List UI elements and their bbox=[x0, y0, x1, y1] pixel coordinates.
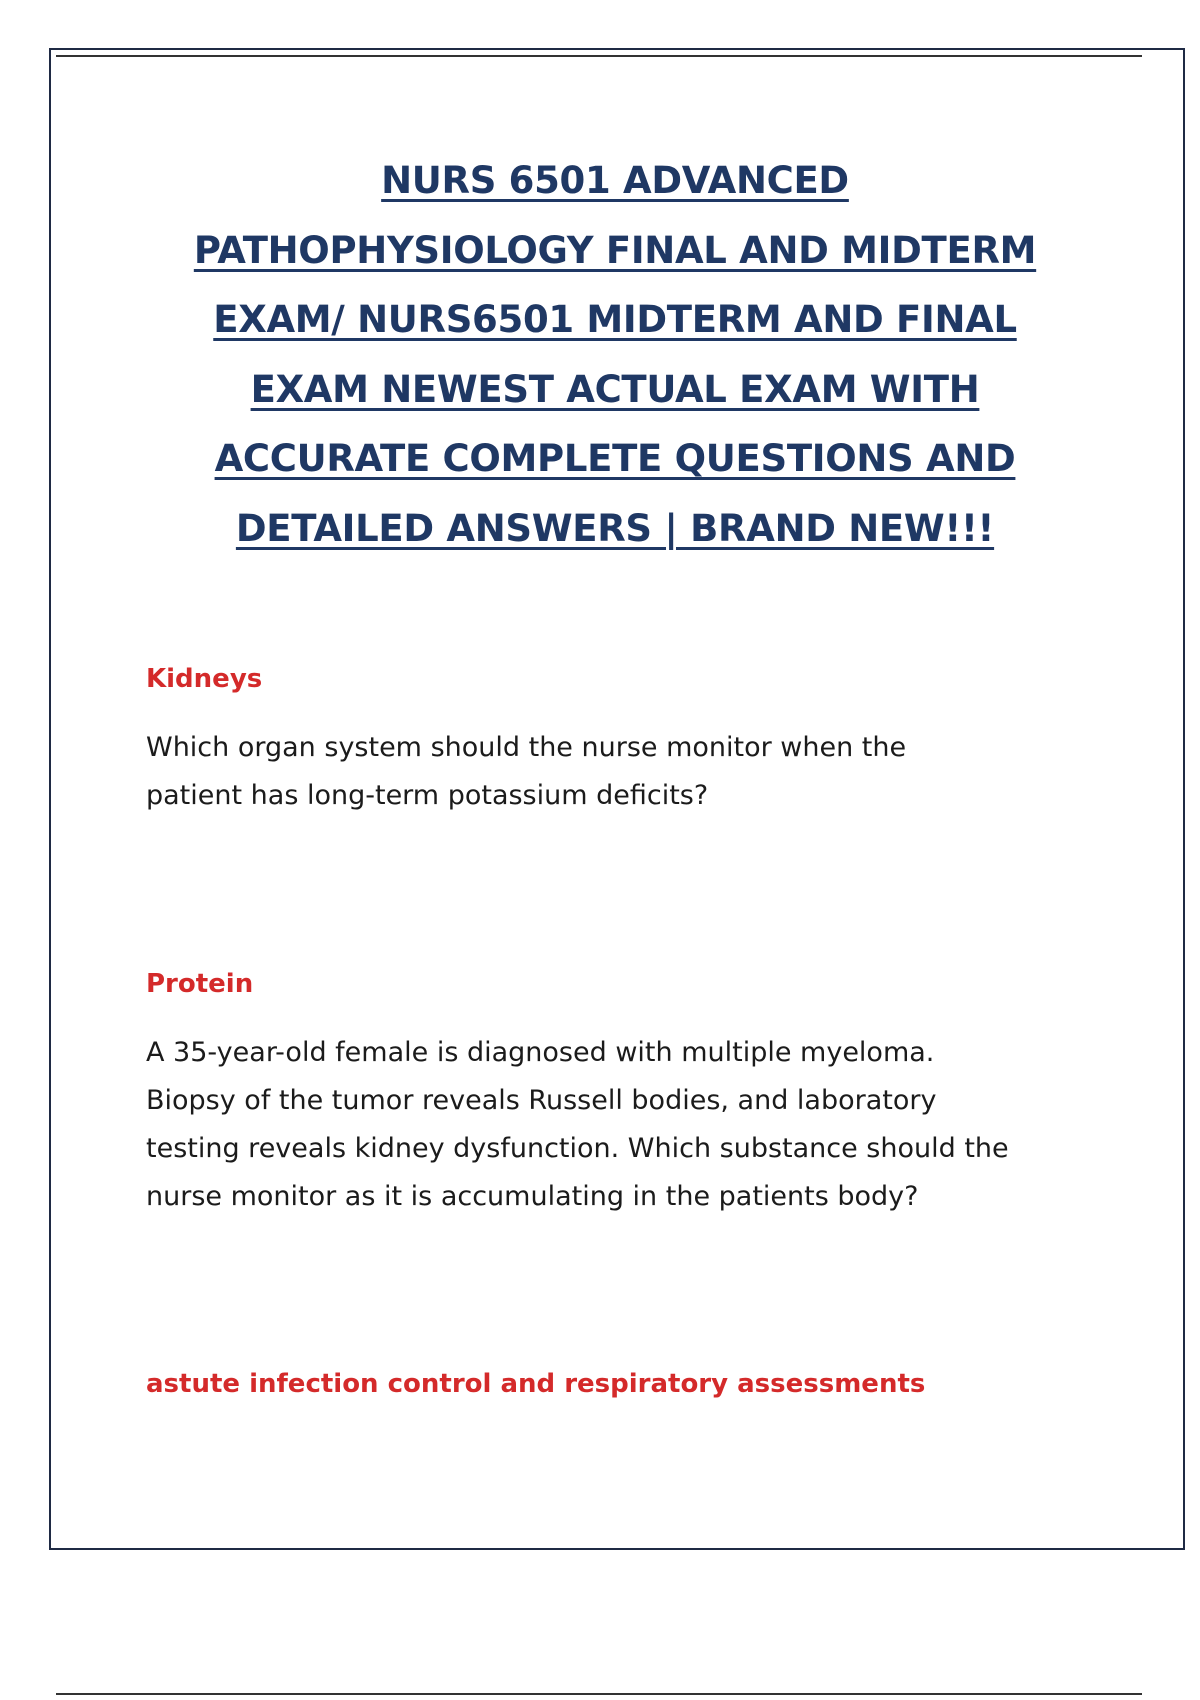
answer-infection-control: astute infection control and respiratory assessments bbox=[146, 1369, 926, 1399]
question-line: nurse monitor as it is accumulating in the patients body? bbox=[146, 1181, 919, 1212]
document-title bbox=[120, 146, 1110, 563]
question-line: Which organ system should the nurse monitor when the bbox=[146, 732, 907, 763]
title-line: EXAM NEWEST ACTUAL EXAM WITH bbox=[250, 367, 980, 411]
question-line: patient has long-term potassium deficits? bbox=[146, 780, 709, 811]
answer-protein: Protein bbox=[146, 969, 254, 999]
question-potassium bbox=[146, 724, 1106, 820]
title-line: EXAM/ NURS6501 MIDTERM AND FINAL bbox=[213, 298, 1017, 341]
title-line: PATHOPHYSIOLOGY FINAL AND MIDTERM bbox=[193, 228, 1037, 272]
question-line: Biopsy of the tumor reveals Russell bodies, and laboratory bbox=[146, 1085, 937, 1116]
question-line: A 35-year-old female is diagnosed with multiple myeloma. bbox=[146, 1037, 935, 1068]
answer-kidneys: Kidneys bbox=[146, 664, 263, 694]
question-myeloma bbox=[146, 1029, 1106, 1221]
title-line: NURS 6501 ADVANCED bbox=[381, 159, 849, 202]
bottom-rule bbox=[56, 1693, 1142, 1695]
title-line: DETAILED ANSWERS | BRAND NEW!!! bbox=[235, 506, 995, 550]
title-line: ACCURATE COMPLETE QUESTIONS AND bbox=[214, 437, 1016, 480]
question-line: testing reveals kidney dysfunction. Which substance should the bbox=[146, 1133, 1009, 1164]
